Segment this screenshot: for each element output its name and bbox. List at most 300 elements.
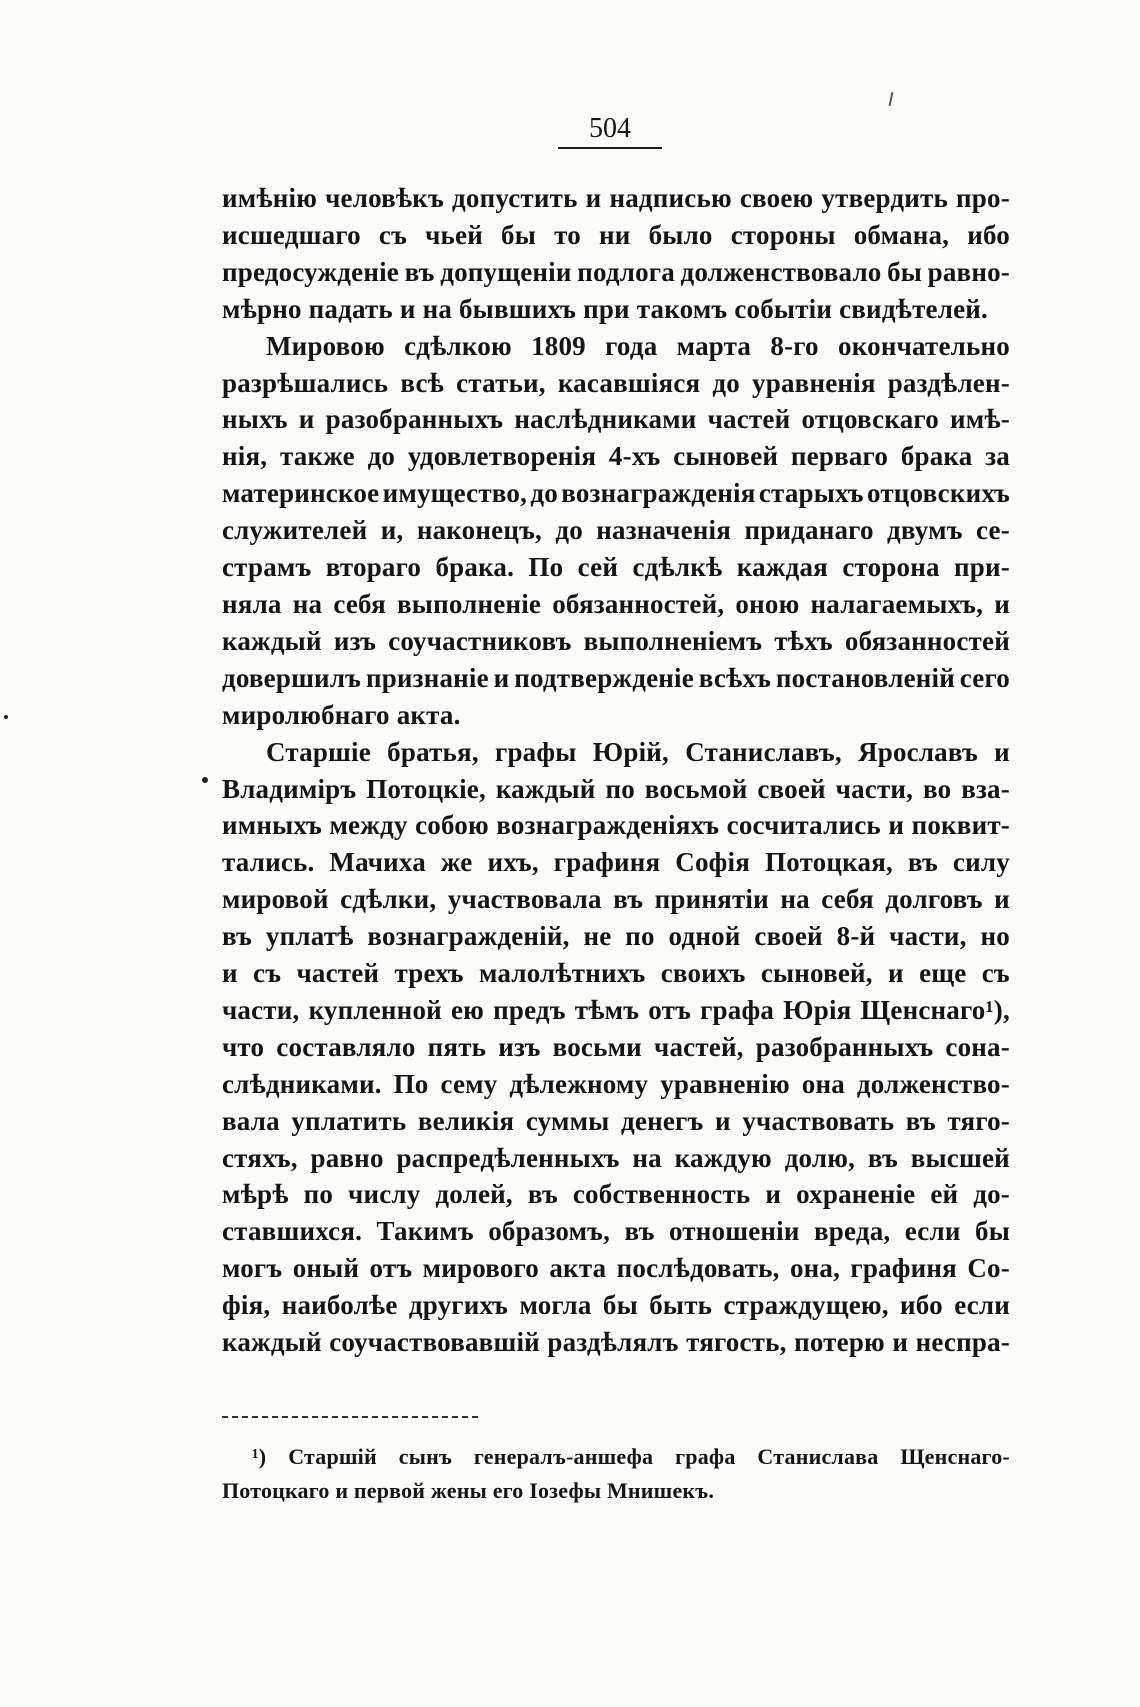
- word: сдѣлки,: [340, 884, 437, 915]
- word: участвовала: [447, 884, 602, 915]
- word: вреда,: [814, 1216, 891, 1247]
- word: могла: [519, 1290, 592, 1321]
- word: событіи: [734, 293, 833, 324]
- word: графа: [700, 994, 775, 1025]
- word: Старшій: [288, 1444, 377, 1469]
- word: при: [583, 293, 630, 324]
- word: перваго: [790, 441, 889, 472]
- word: по: [605, 773, 635, 804]
- word: и: [994, 736, 1010, 767]
- word: разобранныхъ: [755, 1031, 934, 1062]
- word: акта: [549, 1253, 607, 1284]
- word: Юрій,: [592, 736, 669, 767]
- word: имущество,: [382, 478, 528, 509]
- word: ни: [599, 219, 631, 250]
- body-text: [222, 180, 1010, 1361]
- word: всѣхъ: [698, 662, 772, 693]
- word: въ: [527, 1179, 558, 1210]
- word: 1809: [531, 330, 586, 361]
- word: допустить: [452, 183, 578, 213]
- word: но: [980, 921, 1010, 952]
- word: сосчитались: [726, 810, 881, 841]
- text-line: [222, 180, 1010, 217]
- text-line: [222, 734, 1010, 771]
- word: стороны: [730, 219, 836, 250]
- word: купленной: [308, 994, 442, 1025]
- page-number-rule: [558, 147, 662, 149]
- word: фія,: [222, 1290, 271, 1321]
- word: предосужденіе: [222, 256, 399, 287]
- word: съ: [253, 958, 282, 989]
- word: на: [292, 588, 323, 619]
- word: жены: [430, 1478, 487, 1503]
- word: брака.: [435, 552, 515, 583]
- word: вознагражденій,: [367, 921, 570, 952]
- text-line: [222, 1066, 1010, 1103]
- word: въ: [907, 847, 938, 878]
- word: имѣ-: [950, 404, 1010, 435]
- text-line: [222, 254, 1010, 291]
- word: Ярославъ: [858, 736, 978, 767]
- word: во: [923, 773, 952, 804]
- word: такомъ: [636, 293, 728, 324]
- word: изъ: [333, 625, 377, 656]
- word: По: [528, 552, 564, 583]
- word: приданаго: [744, 515, 874, 546]
- word: миролюбнаго: [222, 699, 390, 730]
- word: вза-: [961, 773, 1010, 804]
- word: графа: [675, 1444, 736, 1469]
- word: свидѣтелей.: [839, 293, 988, 324]
- word: если: [954, 1290, 1010, 1321]
- word: отъ: [648, 994, 692, 1025]
- word: потерю: [794, 1327, 885, 1358]
- word: вознагражденіяхъ: [496, 810, 720, 841]
- word: охраненіе: [796, 1179, 916, 1210]
- word: выполненіемъ: [583, 625, 763, 656]
- word: старыхъ: [758, 478, 864, 509]
- word: разрѣшались: [222, 367, 389, 398]
- word: частей: [707, 404, 791, 435]
- word: надписью: [609, 183, 732, 213]
- word: и: [994, 884, 1010, 915]
- text-line: [222, 586, 1010, 623]
- text-line: [222, 475, 1010, 512]
- word: сдѣлкѣ: [632, 552, 723, 583]
- word: трехъ: [394, 958, 464, 989]
- word: сему: [440, 1068, 498, 1099]
- text-line: [222, 1029, 1010, 1066]
- word: подтвержденіе: [514, 662, 694, 693]
- word: съ: [378, 219, 408, 250]
- footnote-line: [222, 1474, 1010, 1508]
- word: разобранныхъ: [325, 404, 504, 435]
- word: окончательно: [838, 330, 1010, 361]
- word: и: [335, 1478, 349, 1503]
- word: и: [888, 810, 905, 841]
- word: же: [440, 847, 473, 878]
- word: сего: [959, 662, 1010, 693]
- word: признаніе: [365, 662, 489, 693]
- word: сыновей: [673, 441, 779, 472]
- word: обязанностей,: [552, 588, 725, 619]
- word: сторона: [842, 552, 940, 583]
- text-line: [222, 771, 1010, 808]
- word: долженство-: [856, 1068, 1010, 1099]
- word: собственность: [572, 1179, 751, 1210]
- text-line: [222, 438, 1010, 475]
- text-line: [222, 1176, 1010, 1213]
- word: могъ: [222, 1253, 283, 1284]
- word: и: [399, 293, 416, 324]
- word: оный: [292, 1253, 360, 1284]
- word: она: [801, 1068, 845, 1099]
- word: и: [765, 1179, 782, 1210]
- word: Владиміръ: [222, 773, 357, 804]
- word: раздѣлялъ: [547, 1327, 679, 1358]
- scan-speck: [202, 777, 208, 783]
- word: восьмой: [644, 773, 748, 804]
- word: марта: [676, 330, 752, 361]
- word: слѣдниками.: [222, 1068, 382, 1099]
- word: няла: [222, 588, 282, 619]
- scan-speck: [4, 715, 8, 719]
- word: уравненію: [660, 1068, 790, 1099]
- word: каждая: [736, 552, 828, 583]
- word: бы: [501, 219, 537, 250]
- footnote: [222, 1440, 1010, 1508]
- word: двумъ: [887, 515, 963, 546]
- word: Щенснаго-: [900, 1444, 1010, 1469]
- word: Щенснаго¹),: [860, 994, 1010, 1025]
- word: сдѣлкою: [404, 330, 512, 361]
- word: ей: [930, 1179, 959, 1210]
- text-line: [222, 401, 1010, 438]
- word: въ: [624, 1216, 655, 1247]
- text-line: [222, 1213, 1010, 1250]
- word: каждый: [222, 625, 322, 656]
- word: обмана,: [853, 219, 950, 250]
- word: на: [780, 884, 810, 915]
- word: и: [493, 662, 510, 693]
- word: собою: [415, 810, 489, 841]
- word: подлога: [577, 256, 675, 287]
- word: Софія: [675, 847, 751, 878]
- word: въ: [404, 256, 435, 287]
- word: наконецъ,: [416, 515, 542, 546]
- word: своей: [754, 921, 823, 952]
- word: тяго-: [947, 1105, 1010, 1136]
- word: по: [625, 921, 655, 952]
- text-line: [222, 217, 1010, 254]
- text-line: [222, 365, 1010, 402]
- word: допущеніи: [440, 256, 572, 287]
- word: первой: [353, 1478, 426, 1503]
- word: суммы: [525, 1105, 610, 1136]
- word: Іозефы: [529, 1478, 602, 1503]
- word: своихъ: [660, 958, 746, 989]
- word: страмъ: [222, 552, 312, 583]
- word: высшей: [910, 1142, 1010, 1173]
- word: до: [367, 441, 396, 472]
- word: сынъ: [398, 1444, 452, 1469]
- word: вознагражденія: [561, 478, 756, 509]
- word: распредѣленныхъ: [396, 1142, 620, 1173]
- word: Станислава: [757, 1444, 879, 1469]
- word: удовлетворенія: [407, 441, 597, 472]
- word: малолѣтнихъ: [479, 958, 646, 989]
- word: бы: [887, 256, 923, 287]
- word: и: [888, 958, 904, 989]
- word: и: [298, 404, 315, 435]
- word: Старшіе: [266, 736, 371, 767]
- word: въ: [222, 921, 253, 952]
- word: брака: [900, 441, 973, 472]
- word: втораго: [325, 552, 422, 583]
- word: принятіи: [654, 884, 769, 915]
- word: наслѣдниками: [514, 404, 697, 435]
- word: сей: [577, 552, 619, 583]
- word: се-: [976, 515, 1010, 546]
- word: до: [555, 515, 583, 546]
- word: выполненіе: [397, 588, 542, 619]
- word: отцовскаго: [801, 404, 939, 435]
- word: на: [632, 1142, 662, 1173]
- word: отцовскихъ: [866, 478, 1010, 509]
- word: участвовать: [742, 1105, 895, 1136]
- word: соучаствовавшій: [329, 1327, 540, 1358]
- word: съ: [981, 958, 1010, 989]
- word: сыновей,: [760, 958, 873, 989]
- word: страждущею,: [723, 1290, 889, 1321]
- word: части,: [889, 921, 967, 952]
- word: генералъ-аншефа: [473, 1444, 654, 1469]
- word: частей,: [654, 1031, 744, 1062]
- word: быть: [649, 1290, 713, 1321]
- word: мировой: [222, 884, 329, 915]
- word: поквит-: [911, 810, 1010, 841]
- word: изъ: [498, 1031, 541, 1062]
- word: на: [422, 293, 453, 324]
- word: также: [279, 441, 355, 472]
- word: и: [222, 958, 238, 989]
- word: Такимъ: [376, 1216, 474, 1247]
- word: Со-: [967, 1253, 1010, 1284]
- word: тѣхъ: [774, 625, 833, 656]
- word: постановленій: [775, 662, 955, 693]
- scan-mark: [889, 92, 894, 106]
- word: числу: [348, 1179, 421, 1210]
- word: про-: [956, 183, 1010, 213]
- word: графы: [495, 736, 577, 767]
- word: въ: [905, 1105, 936, 1136]
- word: ихъ,: [487, 847, 539, 878]
- text-line: [222, 660, 1010, 697]
- text-line: [222, 512, 1010, 549]
- word: отношеніи: [668, 1216, 800, 1247]
- word: бы: [975, 1216, 1010, 1247]
- word: наиболѣе: [281, 1290, 398, 1321]
- word: въ: [613, 884, 644, 915]
- word: по: [303, 1179, 334, 1210]
- word: другихъ: [408, 1290, 509, 1321]
- word: между: [329, 810, 408, 841]
- word: утвердить: [821, 183, 948, 213]
- word: и: [892, 1327, 909, 1358]
- text-line: [222, 1140, 1010, 1177]
- word: каждый: [495, 773, 596, 804]
- word: бы: [602, 1290, 638, 1321]
- word: себя: [333, 588, 386, 619]
- word: восьми: [552, 1031, 642, 1062]
- word: мѣрѣ: [222, 1179, 289, 1210]
- word: она,: [789, 1253, 841, 1284]
- word: исшедшаго: [222, 219, 361, 250]
- word: не: [583, 921, 612, 952]
- word: было: [648, 219, 713, 250]
- word: касавшіяся: [557, 367, 701, 398]
- word: каждый: [222, 1327, 322, 1358]
- word: еще: [919, 958, 967, 989]
- word: служителей: [222, 515, 368, 546]
- word: своею: [739, 183, 814, 213]
- word: денегъ: [621, 1105, 704, 1136]
- word: за: [985, 441, 1010, 472]
- text-line: [222, 992, 1010, 1029]
- text-line: [222, 549, 1010, 586]
- word: оною: [735, 588, 800, 619]
- text-line: [222, 881, 1010, 918]
- text-line: [222, 918, 1010, 955]
- word: По: [393, 1068, 429, 1099]
- word: и: [715, 1105, 731, 1136]
- word: уплатѣ: [265, 921, 354, 952]
- word: и: [585, 183, 602, 213]
- word: Мнишекъ.: [606, 1478, 715, 1503]
- word: уравненія: [752, 367, 876, 398]
- text-line: [222, 955, 1010, 992]
- word: налагаемыхъ,: [810, 588, 984, 619]
- word: предъ: [493, 994, 566, 1025]
- word: ибо: [967, 219, 1010, 250]
- word: соучастниковъ: [388, 625, 572, 656]
- word: пять: [427, 1031, 487, 1062]
- word: ныхъ: [222, 404, 288, 435]
- word: падать: [308, 293, 393, 324]
- text-line: [222, 844, 1010, 881]
- word: 8-го: [770, 330, 819, 361]
- word: сона-: [945, 1031, 1010, 1062]
- word: одной: [668, 921, 741, 952]
- word: равно-: [927, 256, 1010, 287]
- text-line: [222, 697, 1010, 734]
- word: чьей: [425, 219, 483, 250]
- word: своей: [757, 773, 826, 804]
- word: и,: [380, 515, 404, 546]
- word: если: [904, 1216, 961, 1247]
- text-line: [222, 1324, 1010, 1361]
- word: нія,: [222, 441, 268, 472]
- word: до: [712, 367, 740, 398]
- word: тягость,: [686, 1327, 787, 1358]
- word: образомъ,: [488, 1216, 611, 1247]
- word: назначенія: [596, 515, 732, 546]
- word: мирового: [422, 1253, 540, 1284]
- word: что: [222, 1031, 265, 1062]
- text-line: [222, 1250, 1010, 1287]
- word: Юрія: [783, 994, 852, 1025]
- word: уплатить: [291, 1105, 407, 1136]
- word: долю,: [784, 1142, 856, 1173]
- word: тѣмъ: [574, 994, 640, 1025]
- word: частей: [296, 958, 380, 989]
- word: мѣрно: [222, 293, 302, 324]
- word: бывшихъ: [458, 293, 577, 324]
- word: до-: [973, 1179, 1010, 1210]
- word: человѣкъ: [325, 183, 444, 213]
- text-line: [222, 1287, 1010, 1324]
- word: долженствовало: [680, 256, 882, 287]
- word: Потоцкіе,: [366, 773, 486, 804]
- word: года: [605, 330, 658, 361]
- word: части,: [835, 773, 914, 804]
- footnote-separator: [222, 1416, 478, 1418]
- word: составляло: [276, 1031, 416, 1062]
- word: вала: [222, 1105, 280, 1136]
- page-number: 504: [589, 113, 631, 144]
- word: себя: [821, 884, 874, 915]
- word: неспра-: [915, 1327, 1010, 1358]
- word: 8-й: [836, 921, 876, 952]
- word: Мачиха: [329, 847, 426, 878]
- word: каждую: [674, 1142, 772, 1173]
- word: раздѣлен-: [887, 367, 1010, 398]
- word: ставшихся.: [222, 1216, 363, 1247]
- word: ¹): [252, 1444, 267, 1469]
- text-line: [222, 1103, 1010, 1140]
- word: всѣ: [400, 367, 445, 398]
- text-line: [222, 328, 1010, 365]
- word: тались.: [222, 847, 315, 878]
- word: Станиславъ,: [685, 736, 842, 767]
- word: братья,: [387, 736, 479, 767]
- word: отъ: [369, 1253, 413, 1284]
- word: акта.: [396, 699, 461, 730]
- word: послѣдовать,: [616, 1253, 780, 1284]
- word: графиня: [553, 847, 661, 878]
- word: обязанностей: [844, 625, 1010, 656]
- word: графиня: [850, 1253, 957, 1284]
- word: и: [994, 588, 1010, 619]
- word: ибо: [900, 1290, 943, 1321]
- footnote-line: [222, 1440, 1010, 1474]
- text-line: [222, 291, 1010, 328]
- word: материнское: [222, 478, 380, 509]
- word: стяхъ,: [222, 1142, 298, 1173]
- word: долговъ: [885, 884, 983, 915]
- word: дѣлежному: [509, 1068, 649, 1099]
- word: Потоцкаго: [222, 1478, 330, 1503]
- word: имныхъ: [222, 810, 322, 841]
- word: его: [492, 1478, 524, 1503]
- text-line: [222, 623, 1010, 660]
- word: въ: [867, 1142, 898, 1173]
- word: части,: [222, 994, 300, 1025]
- word: до: [530, 478, 558, 509]
- word: Потоцкая,: [765, 847, 893, 878]
- text-line: [222, 807, 1010, 844]
- word: при-: [954, 552, 1010, 583]
